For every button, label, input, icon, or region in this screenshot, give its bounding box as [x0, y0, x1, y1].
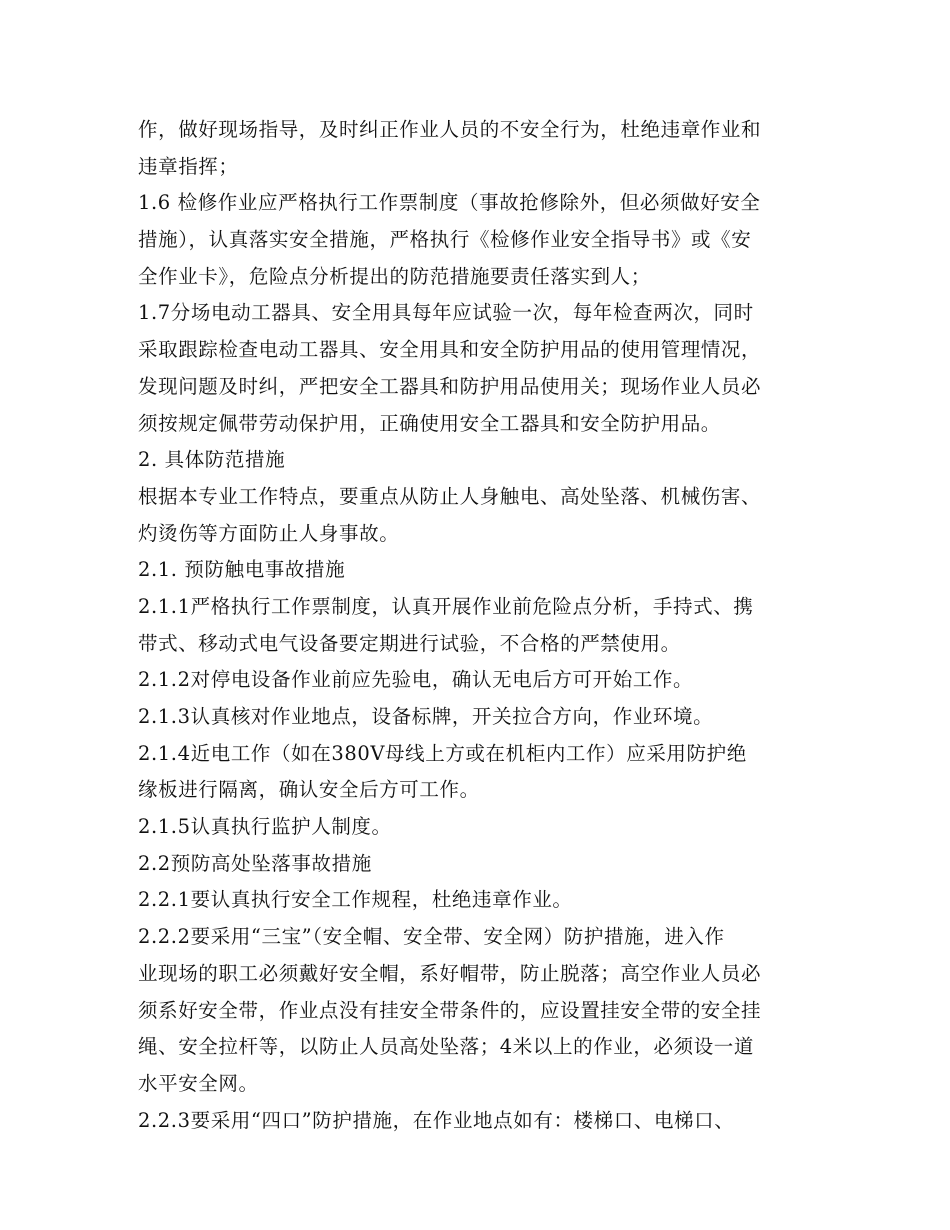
text-line: 作，做好现场指导，及时纠正作业人员的不安全行为，杜绝违章作业和 [138, 118, 762, 141]
text-line: 1.6 检修作业应严格执行工作票制度（事故抢修除外，但必须做好安全 [138, 191, 761, 215]
text-line: 缘板进行隔离，确认安全后方可工作。 [138, 778, 480, 802]
text-line: 2.1.3认真核对作业地点，设备标牌，开关拉合方向，作业环境。 [138, 705, 714, 728]
text-line: 全作业卡》，危险点分析提出的防范措施要责任落实到人； [138, 264, 651, 288]
text-line: 措施），认真落实安全措施，严格执行《检修作业安全指导书》或《安 [138, 228, 752, 252]
text-line: 2.2.2要采用“三宝”（安全帽、安全带、安全网）防护措施，进入作 [138, 925, 725, 949]
text-line: 违章指挥； [138, 154, 239, 178]
text-line: 2.2.3要采用“四口”防护措施，在作业地点如有：楼梯口、电梯口、 [138, 1108, 735, 1132]
text-line: 2.2.1要认真执行安全工作规程，杜绝违章作业。 [138, 888, 573, 912]
text-line: 2.1.5认真执行监护人制度。 [138, 815, 392, 839]
text-line: 水平安全网。 [138, 1071, 259, 1095]
text-line: 绳、安全拉杆等，以防止人员高处坠落；4米以上的作业，必须设一道 [138, 1035, 755, 1059]
text-line: 发现问题及时纠，严把安全工器具和防护用品使用关；现场作业人员必 [138, 374, 762, 398]
text-line: 须按规定佩带劳动保护用，正确使用安全工器具和安全防护用品。 [138, 411, 721, 435]
text-line: 1.7分场电动工器具、安全用具每年应试验一次，每年检查两次，同时 [138, 301, 754, 325]
text-line: 2.1.4近电工作（如在380V母线上方或在机柜内工作）应采用防护绝 [138, 741, 747, 765]
text-line: 须系好安全带，作业点没有挂安全带条件的，应设置挂安全带的安全挂 [138, 998, 762, 1022]
text-line: 采取跟踪检查电动工器具、安全用具和安全防护用品的使用管理情况， [138, 338, 762, 362]
text-line: 灼烫伤等方面防止人身事故。 [138, 521, 400, 545]
text-line: 业现场的职工必须戴好安全帽，系好帽带，防止脱落；高空作业人员必 [138, 961, 762, 985]
text-line: 根据本专业工作特点，要重点从防止人身触电、高处坠落、机械伤害、 [138, 484, 762, 508]
subsection-heading: 2.2预防高处坠落事故措施 [138, 851, 372, 875]
document-body [138, 112, 818, 1139]
text-line: 2.1.2对停电设备作业前应先验电，确认无电后方可开始工作。 [138, 668, 694, 692]
subsection-heading: 2.1. 预防触电事故措施 [138, 558, 346, 582]
section-heading: 2. 具体防范措施 [138, 448, 286, 472]
text-line: 带式、移动式电气设备要定期进行试验，不合格的严禁使用。 [138, 631, 681, 655]
text-line: 2.1.1严格执行工作票制度，认真开展作业前危险点分析，手持式、携 [138, 594, 754, 618]
